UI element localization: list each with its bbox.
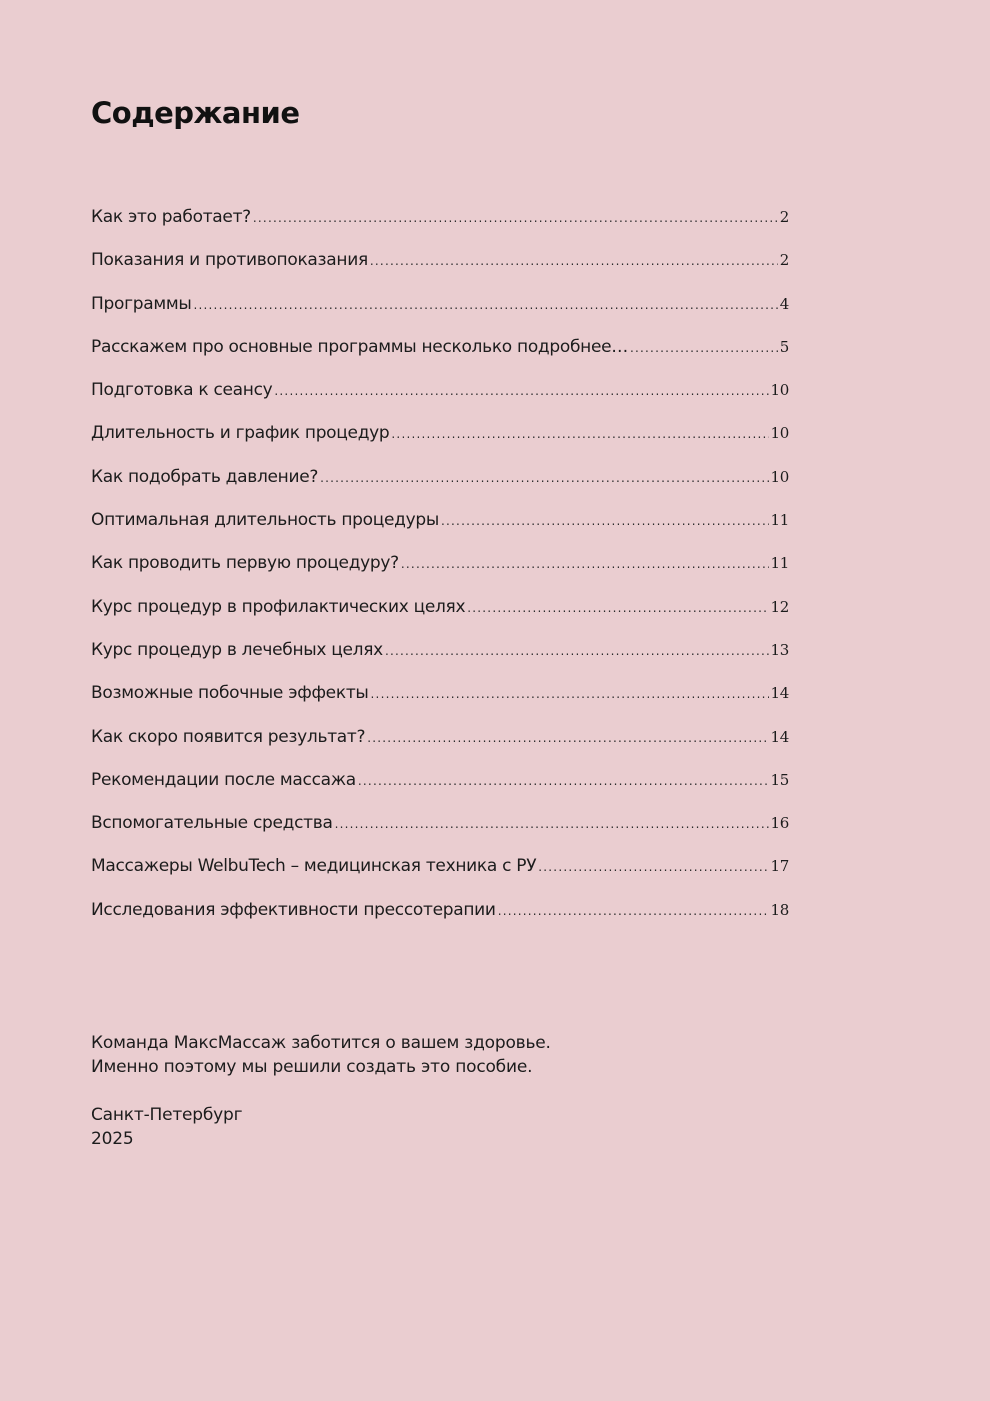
toc-item-page: 14 <box>770 684 789 703</box>
publication-year: 2025 <box>91 1129 134 1149</box>
toc-item[interactable] <box>91 683 789 726</box>
toc-item-page: 14 <box>770 727 789 746</box>
toc-item[interactable] <box>91 553 789 596</box>
toc-item-label: Как скоро появится результат? <box>91 726 366 747</box>
toc-item[interactable] <box>91 207 789 250</box>
toc-item-page: 13 <box>770 640 789 659</box>
toc-item[interactable] <box>91 250 789 293</box>
toc-item-page: 11 <box>770 511 789 530</box>
toc-item[interactable] <box>91 640 789 683</box>
toc-leader-dots <box>401 557 769 571</box>
toc-item-label: Курс процедур в лечебных целях <box>91 639 383 660</box>
toc-item-page: 18 <box>770 900 789 919</box>
toc-item-page: 10 <box>770 381 789 400</box>
toc-item[interactable] <box>91 423 789 466</box>
toc-item-label: Вспомогательные средства <box>91 813 333 834</box>
toc-leader-dots <box>253 211 778 225</box>
toc-item[interactable] <box>91 510 789 553</box>
toc-leader-dots <box>371 687 769 701</box>
toc-item-page: 2 <box>779 208 789 226</box>
toc-item-label: Показания и противопоказания <box>91 250 368 271</box>
toc-leader-dots <box>194 298 778 312</box>
page-title: Содержание <box>91 96 300 130</box>
toc-item[interactable] <box>91 856 789 899</box>
toc-item-page: 10 <box>770 467 789 486</box>
toc-leader-dots <box>274 384 768 398</box>
toc-item[interactable] <box>91 467 789 510</box>
toc-leader-dots <box>335 817 769 831</box>
toc-item[interactable] <box>91 900 789 943</box>
toc-item-page: 11 <box>770 554 789 573</box>
toc-item[interactable] <box>91 727 789 770</box>
toc-item-label: Оптимальная длительность процедуры <box>91 510 440 531</box>
toc-item-page: 5 <box>779 337 789 356</box>
footer-line: Команда МаксМассаж заботится о вашем здоровье. <box>91 1033 551 1053</box>
toc-item-page: 16 <box>770 814 789 833</box>
toc-item-label: Как это работает? <box>91 207 251 227</box>
toc-leader-dots <box>441 514 768 528</box>
toc-leader-dots <box>320 471 768 485</box>
toc-item-label: Подготовка к сеансу <box>91 380 273 401</box>
toc-item[interactable] <box>91 380 789 423</box>
toc-item-label: Возможные побочные эффекты <box>91 683 369 704</box>
publication-city: Санкт-Петербург <box>91 1105 243 1125</box>
toc-item-page: 15 <box>770 770 789 789</box>
table-of-contents <box>91 207 789 943</box>
toc-item-page: 2 <box>779 251 789 270</box>
toc-item-label: Программы <box>91 293 192 314</box>
toc-leader-dots <box>498 904 769 918</box>
toc-item[interactable] <box>91 770 789 813</box>
toc-item-label: Расскажем про основные программы несколько подробнее… <box>91 336 628 357</box>
toc-item-page: 12 <box>770 597 789 616</box>
toc-leader-dots <box>391 427 768 441</box>
toc-item-label: Массажеры WelbuTech – медицинская техника с РУ <box>91 856 537 877</box>
toc-item[interactable] <box>91 597 789 640</box>
toc-item-page: 10 <box>770 424 789 443</box>
toc-item[interactable] <box>91 337 789 380</box>
toc-leader-dots <box>467 601 768 615</box>
toc-item[interactable] <box>91 813 789 856</box>
toc-leader-dots <box>358 774 769 788</box>
toc-item-label: Исследования эффективности прессотерапии <box>91 899 496 920</box>
toc-leader-dots <box>538 860 768 874</box>
toc-leader-dots <box>630 341 778 355</box>
toc-item-label: Курс процедур в профилактических целях <box>91 596 466 617</box>
toc-item-page: 17 <box>770 857 789 876</box>
toc-leader-dots <box>370 254 778 268</box>
toc-item-label: Рекомендации после массажа <box>91 769 356 790</box>
toc-leader-dots <box>367 731 768 745</box>
publication-info <box>91 1103 242 1151</box>
toc-item-label: Как подобрать давление? <box>91 466 319 487</box>
toc-item[interactable] <box>91 294 789 337</box>
toc-item-label: Как проводить первую процедуру? <box>91 553 399 574</box>
toc-leader-dots <box>385 644 769 658</box>
footer-line: Именно поэтому мы решили создать это пособие. <box>91 1057 533 1077</box>
toc-item-page: 4 <box>779 294 789 313</box>
footer-note <box>91 1031 551 1079</box>
toc-item-label: Длительность и график процедур <box>91 423 390 444</box>
